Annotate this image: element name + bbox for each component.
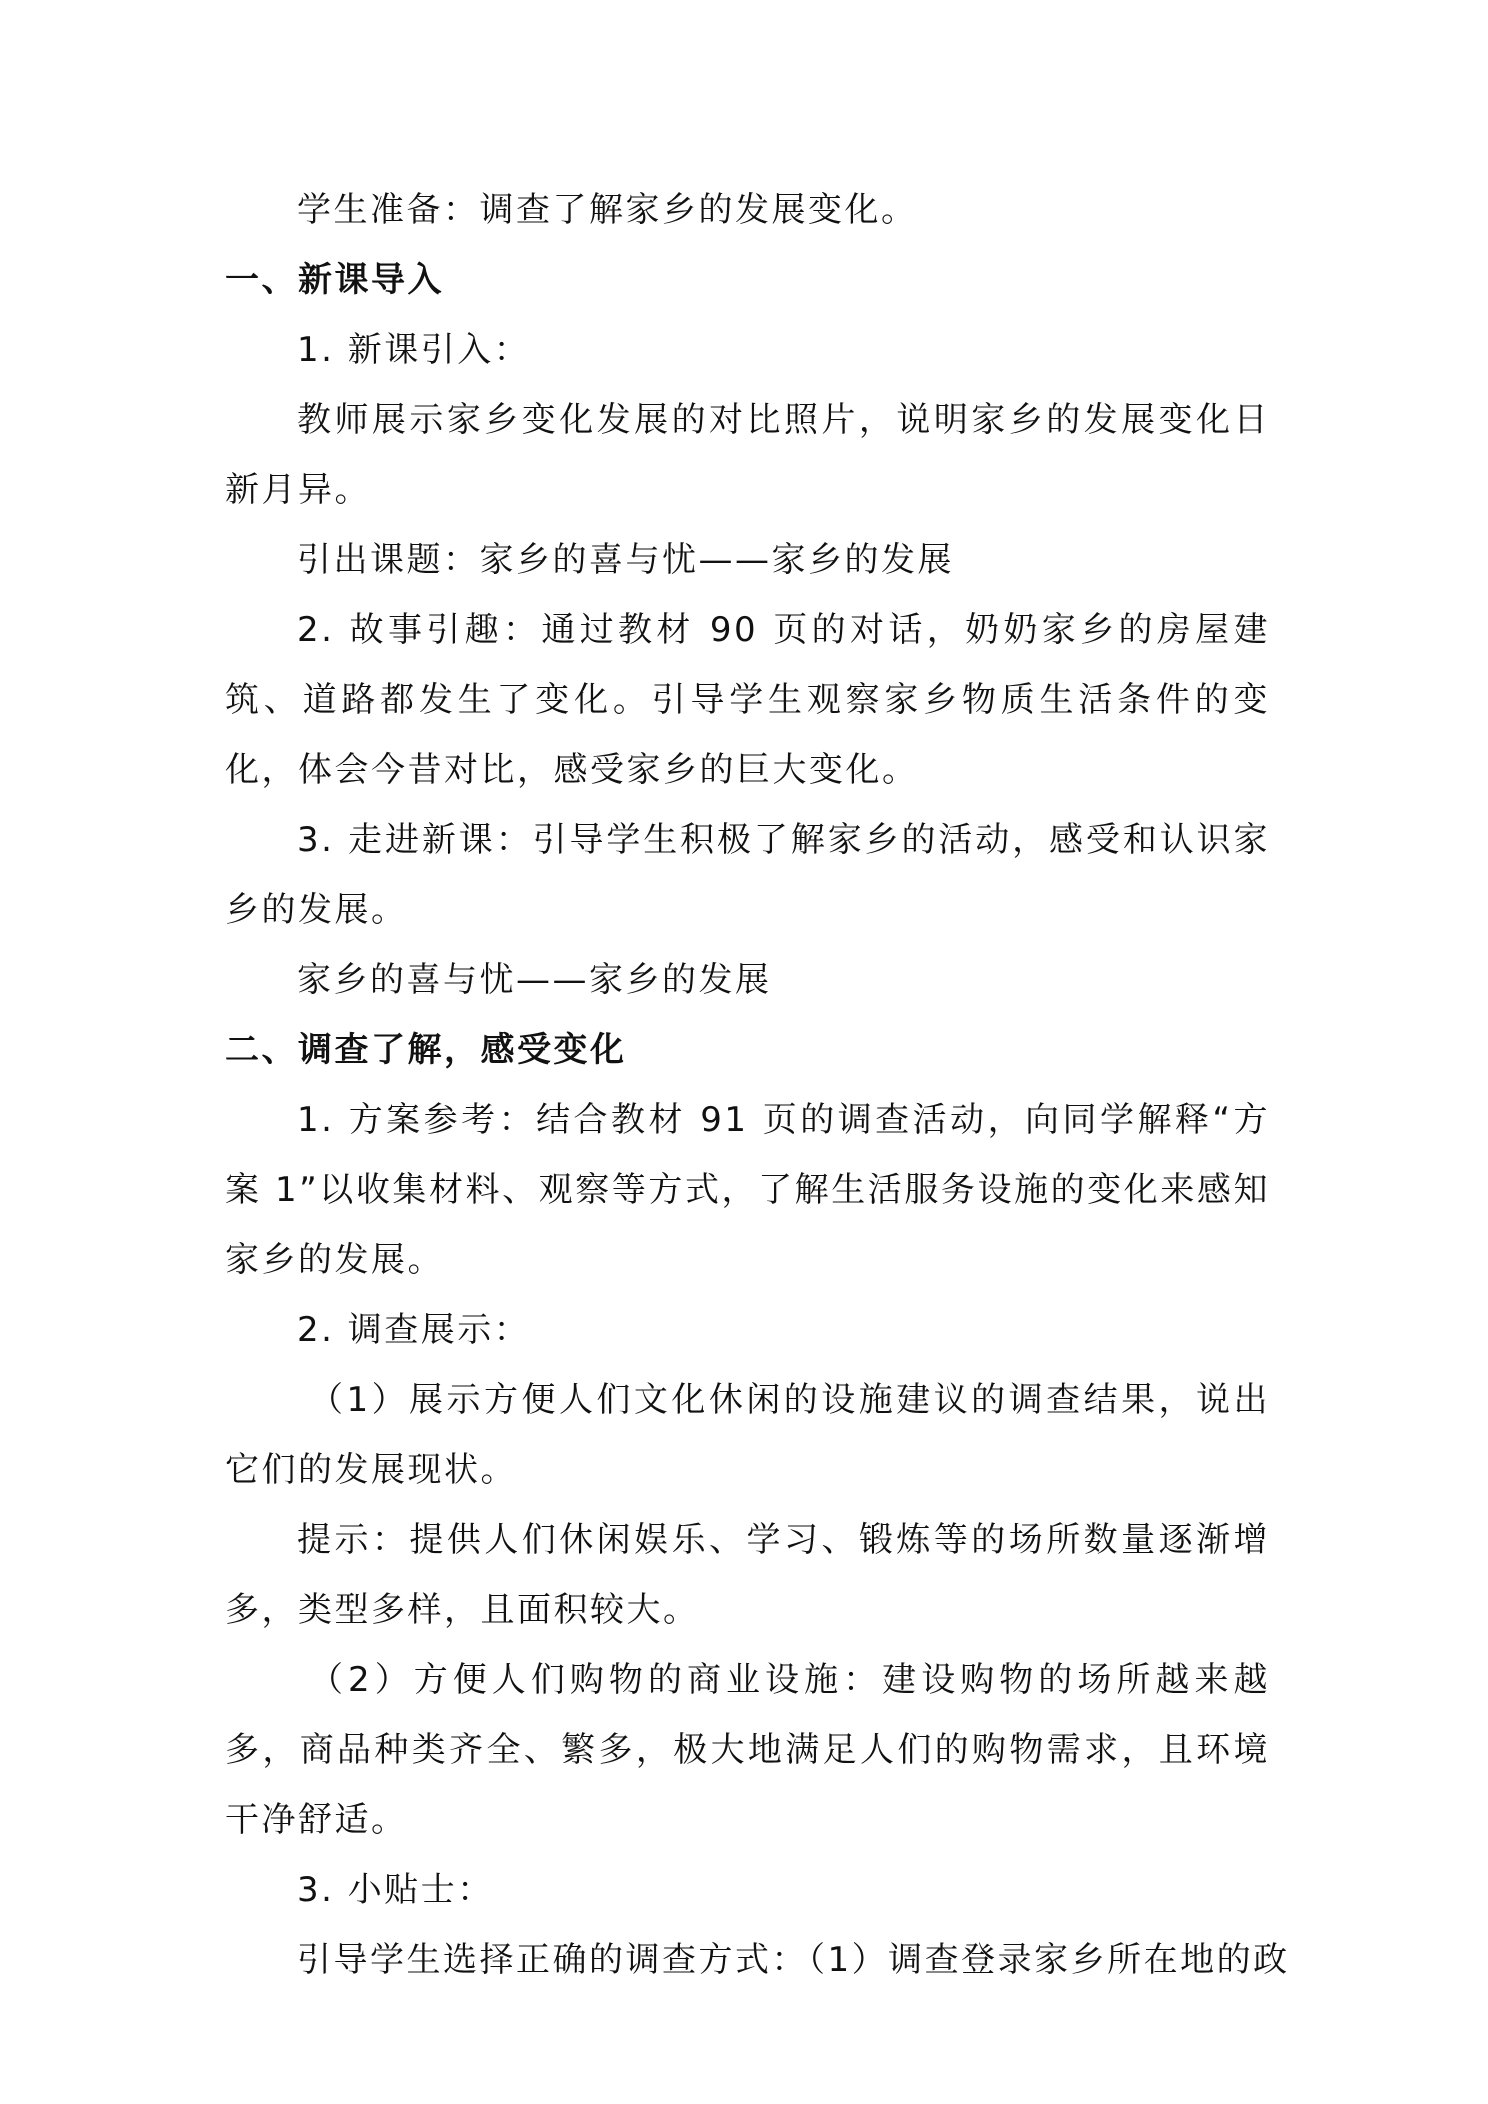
paragraph-enter-lesson: 3. 走进新课：引导学生积极了解家乡的活动，感受和认识家乡的发展。: [225, 820, 1270, 930]
paragraph-subtitle: 家乡的喜与忧——家乡的发展: [297, 960, 772, 1000]
paragraph-item-2: （2）方便人们购物的商业设施：建设购物的场所越来越多，商品种类齐全、繁多，极大地满足人们的购物需求，且环境干净舒适。: [225, 1660, 1270, 1840]
document-body: [225, 175, 1290, 1995]
paragraph-item-1: （1）展示方便人们文化休闲的设施建议的调查结果，说出它们的发展现状。: [225, 1380, 1270, 1490]
paragraph-story-interest: 2. 故事引趣：通过教材 90 页的对话，奶奶家乡的房屋建筑、道路都发生了变化。引导学生观察家乡物质生活条件的变化，体会今昔对比，感受家乡的巨大变化。: [225, 610, 1270, 790]
paragraph-plan-reference: 1. 方案参考：结合教材 91 页的调查活动，向同学解释“方案 1”以收集材料、观察等方式，了解生活服务设施的变化来感知家乡的发展。: [225, 1100, 1270, 1280]
paragraph-teacher-display: 教师展示家乡变化发展的对比照片，说明家乡的发展变化日新月异。: [225, 400, 1270, 510]
paragraph-hint: 提示：提供人们休闲娱乐、学习、锻炼等的场所数量逐渐增多，类型多样，且面积较大。: [225, 1520, 1270, 1630]
paragraph-lesson-title: 引出课题：家乡的喜与忧——家乡的发展: [297, 540, 954, 580]
paragraph-new-lesson-intro: 1. 新课引入：: [297, 330, 531, 370]
section-heading-1: 一、新课导入: [225, 260, 444, 300]
paragraph-student-prep: 学生准备：调查了解家乡的发展变化。: [297, 190, 918, 230]
section-heading-2: 二、调查了解，感受变化: [225, 1030, 627, 1070]
paragraph-tips: 3. 小贴士：: [297, 1870, 494, 1910]
paragraph-guide-method: 引导学生选择正确的调查方式：（1）调查登录家乡所在地的政: [297, 1940, 1290, 1980]
paragraph-survey-display: 2. 调查展示：: [297, 1310, 531, 1350]
